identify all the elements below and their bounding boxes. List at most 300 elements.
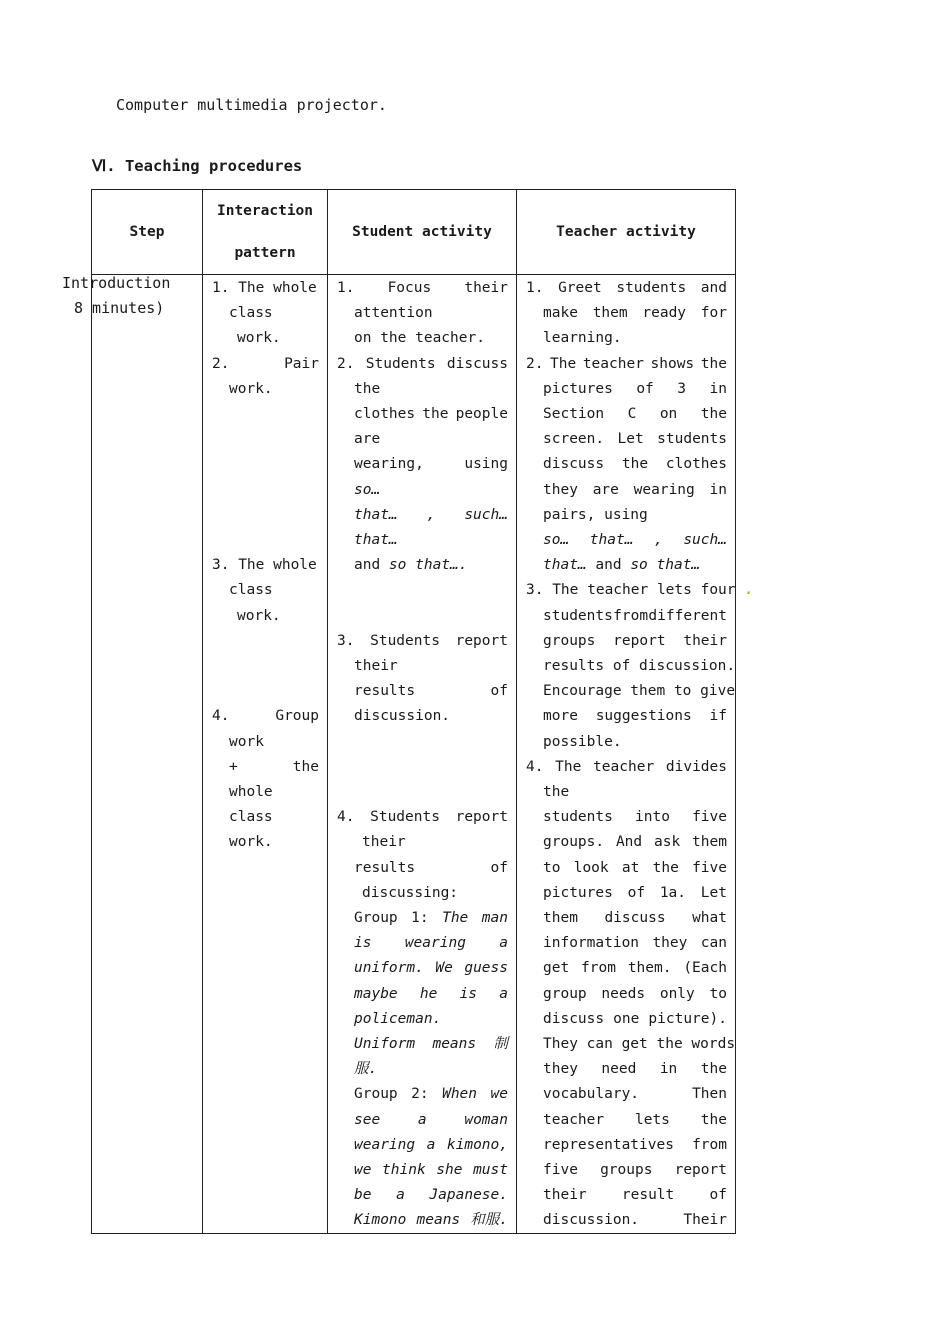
teacher-text: discuss bbox=[543, 1010, 605, 1027]
student-text: a bbox=[426, 1136, 436, 1153]
student-line bbox=[354, 1082, 508, 1107]
teacher-line bbox=[543, 478, 727, 503]
teacher-text: look bbox=[573, 859, 609, 876]
student-text: Kimono bbox=[354, 1212, 407, 1229]
teacher-text: the bbox=[652, 859, 679, 876]
interaction-text: 2. bbox=[212, 355, 230, 372]
teacher-text: students bbox=[543, 809, 613, 826]
teacher-text: one bbox=[613, 1010, 640, 1027]
teacher-text: in bbox=[659, 1061, 678, 1078]
student-text: a bbox=[499, 985, 508, 1002]
teacher-text: information bbox=[543, 935, 640, 952]
teacher-line bbox=[526, 276, 727, 301]
student-line bbox=[354, 1133, 508, 1158]
teacher-text: from bbox=[613, 607, 649, 624]
teacher-text: for bbox=[700, 305, 727, 322]
teacher-line bbox=[543, 1032, 736, 1057]
student-text: wearing bbox=[404, 935, 466, 952]
header-teacher-label: Teacher activity bbox=[556, 224, 696, 240]
interaction-text: work. bbox=[229, 834, 273, 851]
teacher-text: in bbox=[709, 380, 727, 397]
interaction-line bbox=[237, 326, 319, 351]
student-text: think bbox=[382, 1162, 426, 1178]
teacher-text: five bbox=[543, 1162, 578, 1178]
student-text: 和服. bbox=[470, 1212, 508, 1229]
student-text: results bbox=[354, 683, 416, 700]
teacher-text: teacher bbox=[593, 758, 655, 775]
student-text: 制 bbox=[493, 1036, 508, 1052]
teacher-text: Greet bbox=[558, 280, 602, 296]
student-line bbox=[354, 1158, 508, 1183]
teacher-text: divides bbox=[665, 758, 727, 775]
interaction-line bbox=[229, 830, 319, 855]
student-text: report bbox=[455, 632, 508, 649]
interaction-text: 1. The whole bbox=[212, 280, 317, 296]
step-name: Introduction bbox=[62, 274, 171, 292]
teacher-text: and bbox=[700, 280, 727, 296]
interaction-text: whole bbox=[229, 784, 273, 800]
student-text: Focus bbox=[387, 280, 432, 296]
teacher-text: learning. bbox=[543, 330, 622, 347]
student-text: discussing: bbox=[362, 884, 459, 901]
teacher-text: that… bbox=[543, 557, 587, 574]
teacher-text: in bbox=[709, 481, 727, 498]
teacher-text: (Each bbox=[683, 960, 727, 977]
teacher-line bbox=[543, 553, 727, 578]
interaction-line bbox=[212, 276, 319, 301]
student-text: kimono, bbox=[446, 1136, 508, 1153]
teacher-text: different bbox=[648, 607, 727, 624]
teacher-text: the bbox=[543, 784, 570, 800]
teacher-text: groups bbox=[543, 632, 596, 649]
student-text: 1: bbox=[411, 910, 429, 926]
student-line bbox=[354, 402, 508, 427]
teacher-text: 3 bbox=[677, 380, 687, 397]
student-text: on the teacher. bbox=[354, 330, 485, 347]
student-text: we bbox=[490, 1086, 508, 1103]
section-heading: Ⅵ. Teaching procedures bbox=[92, 157, 303, 175]
step-duration: 8 minutes) bbox=[74, 299, 165, 317]
header-interaction-line1: Interaction bbox=[216, 203, 314, 219]
student-text: 4. bbox=[337, 809, 355, 826]
teacher-text: and bbox=[586, 557, 631, 574]
student-text: such… bbox=[464, 506, 508, 523]
interaction-cell bbox=[203, 275, 328, 1234]
teacher-text: if bbox=[709, 708, 727, 725]
student-text: woman bbox=[464, 1111, 508, 1128]
student-line bbox=[337, 629, 508, 654]
student-line bbox=[354, 326, 508, 351]
student-text: guess bbox=[464, 960, 508, 977]
student-text: of bbox=[490, 683, 508, 700]
teacher-text: they bbox=[543, 481, 578, 498]
header-student-label: Student activity bbox=[352, 224, 492, 240]
teacher-text: need bbox=[601, 1061, 637, 1078]
interaction-text: 3. The whole bbox=[212, 557, 317, 574]
student-text: their bbox=[354, 658, 398, 674]
student-line bbox=[354, 856, 508, 881]
student-line bbox=[354, 956, 508, 981]
teacher-text: make bbox=[543, 305, 578, 322]
teacher-line bbox=[543, 503, 727, 528]
teacher-text: get bbox=[543, 960, 570, 977]
student-text: must bbox=[473, 1162, 508, 1178]
teacher-text: so… bbox=[543, 532, 570, 548]
student-text: The bbox=[442, 910, 469, 926]
teacher-text: teacher bbox=[543, 1111, 605, 1128]
teacher-text: they bbox=[652, 935, 688, 952]
student-text: she bbox=[436, 1162, 463, 1178]
teacher-text: students bbox=[616, 280, 687, 296]
student-line bbox=[337, 276, 508, 301]
teacher-text: possible. bbox=[543, 733, 622, 750]
teacher-text: The bbox=[555, 758, 582, 775]
teacher-text: five bbox=[692, 809, 727, 826]
teacher-text: of bbox=[636, 380, 654, 397]
teacher-text: groups. bbox=[543, 834, 605, 851]
teacher-line bbox=[543, 301, 727, 326]
teacher-text: clothes bbox=[665, 456, 727, 473]
student-line bbox=[354, 906, 508, 931]
step-cell bbox=[92, 275, 203, 1234]
teacher-text: groups bbox=[600, 1162, 653, 1178]
teacher-line bbox=[543, 1007, 727, 1032]
teacher-line bbox=[526, 755, 727, 780]
teacher-line bbox=[543, 881, 727, 906]
teacher-line bbox=[526, 352, 727, 377]
table-header-row bbox=[92, 190, 736, 275]
student-text: results bbox=[354, 859, 416, 876]
student-text: is bbox=[459, 985, 478, 1002]
student-text: uniform. bbox=[354, 960, 424, 977]
interaction-text: class bbox=[229, 305, 273, 322]
teacher-line bbox=[543, 1183, 727, 1208]
teacher-line bbox=[543, 528, 727, 553]
student-text: a bbox=[417, 1111, 427, 1128]
procedures-table bbox=[91, 189, 753, 1234]
student-text: Group bbox=[354, 1086, 398, 1103]
student-text: attention bbox=[354, 305, 433, 322]
teacher-text: shows bbox=[650, 355, 695, 372]
student-text: wearing, bbox=[354, 456, 424, 473]
teacher-text: of bbox=[709, 1187, 727, 1204]
student-text: the bbox=[354, 380, 381, 397]
student-line bbox=[354, 478, 508, 503]
student-text: see bbox=[354, 1111, 381, 1128]
teacher-line bbox=[543, 377, 727, 402]
teacher-text: them bbox=[692, 834, 727, 851]
teacher-line bbox=[543, 1082, 727, 1107]
teacher-text: screen. bbox=[543, 431, 605, 448]
header-interaction bbox=[203, 190, 328, 275]
teacher-line bbox=[543, 1133, 727, 1158]
teacher-text: the bbox=[700, 406, 727, 422]
teacher-text: The bbox=[550, 355, 577, 372]
teacher-text: C bbox=[627, 406, 637, 422]
teacher-line bbox=[543, 1057, 727, 1082]
teacher-text: their bbox=[543, 1187, 587, 1204]
student-text: means bbox=[432, 1036, 477, 1052]
interaction-text: class bbox=[229, 582, 273, 599]
teacher-text: them bbox=[592, 305, 628, 322]
teacher-text: Their bbox=[683, 1212, 727, 1229]
teacher-text: results of discussion. bbox=[543, 658, 736, 674]
student-line bbox=[354, 427, 508, 452]
teacher-text: result bbox=[621, 1187, 675, 1204]
interaction-line bbox=[229, 780, 319, 805]
header-step bbox=[92, 190, 203, 275]
interaction-text: Group bbox=[275, 708, 319, 725]
teacher-text: at bbox=[621, 859, 640, 876]
interaction-text: work. bbox=[229, 380, 273, 397]
teacher-line bbox=[543, 654, 736, 679]
teacher-text: from bbox=[581, 960, 616, 977]
teacher-text: that… bbox=[589, 532, 634, 548]
teacher-line bbox=[543, 856, 727, 881]
teacher-text: pictures bbox=[543, 380, 613, 397]
student-line bbox=[362, 830, 508, 855]
student-text: their bbox=[464, 280, 508, 296]
student-text: , bbox=[426, 506, 436, 523]
student-text: 1. bbox=[337, 280, 355, 296]
interaction-line bbox=[229, 755, 319, 780]
interaction-text: work. bbox=[237, 607, 281, 624]
teacher-text: pairs, using bbox=[543, 506, 648, 523]
student-cell bbox=[328, 275, 517, 1234]
teacher-text: 1. bbox=[526, 280, 544, 296]
student-text: clothes bbox=[354, 406, 416, 422]
student-line bbox=[354, 452, 508, 477]
teacher-text: , bbox=[654, 532, 663, 548]
teacher-text: of bbox=[627, 884, 646, 901]
student-line bbox=[354, 503, 508, 528]
student-text: that… bbox=[354, 506, 398, 523]
teacher-line bbox=[543, 326, 727, 351]
header-teacher bbox=[517, 190, 736, 275]
interaction-text: Pair bbox=[284, 355, 319, 372]
student-line bbox=[354, 679, 508, 704]
teacher-line bbox=[543, 604, 727, 629]
teacher-text: They can get the words bbox=[543, 1036, 736, 1052]
student-text: that… bbox=[354, 532, 398, 548]
teacher-cell bbox=[517, 275, 753, 1234]
interaction-line bbox=[229, 805, 319, 830]
teacher-line bbox=[543, 982, 727, 1007]
student-text: we bbox=[354, 1162, 372, 1178]
student-line bbox=[354, 553, 508, 578]
student-line bbox=[354, 931, 508, 956]
student-text: he bbox=[419, 985, 438, 1002]
teacher-text: only bbox=[659, 985, 695, 1002]
teacher-text: into bbox=[635, 809, 670, 826]
student-text: discuss bbox=[446, 355, 508, 372]
teacher-text: 1a. bbox=[659, 884, 687, 901]
student-text: using bbox=[464, 456, 508, 473]
teacher-text: report bbox=[674, 1162, 727, 1178]
teacher-text: the bbox=[621, 456, 649, 473]
student-text: is bbox=[354, 935, 372, 952]
teacher-text: Then bbox=[692, 1086, 727, 1103]
teacher-text: such… bbox=[683, 532, 727, 548]
interaction-text: + bbox=[229, 758, 238, 775]
student-text: Group bbox=[354, 910, 398, 926]
teacher-text: ask bbox=[654, 834, 681, 851]
student-text: policeman. bbox=[354, 1010, 442, 1027]
teacher-line bbox=[543, 1158, 727, 1183]
student-line bbox=[354, 1208, 508, 1233]
teacher-text: are bbox=[592, 481, 619, 498]
student-text: so… bbox=[354, 481, 381, 498]
teacher-text: report bbox=[613, 632, 666, 649]
student-line bbox=[354, 1108, 508, 1133]
interaction-text: class bbox=[229, 809, 273, 826]
interaction-text: work bbox=[229, 733, 264, 750]
teacher-line bbox=[543, 629, 727, 654]
teacher-line bbox=[543, 402, 727, 427]
teacher-text: more bbox=[543, 708, 578, 725]
header-step-label: Step bbox=[129, 224, 165, 240]
teacher-text: wearing bbox=[633, 481, 695, 498]
interaction-line bbox=[212, 352, 319, 377]
interaction-line bbox=[229, 377, 319, 402]
student-text: maybe bbox=[354, 985, 398, 1002]
teacher-text: students bbox=[657, 431, 727, 448]
student-text: Students bbox=[370, 809, 440, 826]
teacher-line bbox=[543, 427, 727, 452]
teacher-text: them. bbox=[627, 960, 672, 977]
teacher-line bbox=[543, 956, 727, 981]
teacher-line bbox=[543, 906, 727, 931]
teacher-text: Encourage them to give bbox=[543, 683, 736, 700]
student-text: are bbox=[354, 431, 381, 448]
student-text: When bbox=[442, 1086, 478, 1103]
student-text: means bbox=[416, 1212, 461, 1229]
teacher-text: so that… bbox=[630, 557, 701, 574]
student-line bbox=[354, 377, 508, 402]
teacher-text: discuss bbox=[543, 456, 605, 473]
student-text: We bbox=[435, 960, 453, 977]
teacher-line bbox=[543, 730, 727, 755]
header-interaction-line2: pattern bbox=[234, 245, 296, 261]
student-text: a bbox=[499, 935, 508, 952]
teacher-line bbox=[543, 1208, 727, 1233]
student-text: the bbox=[422, 406, 449, 422]
student-line bbox=[362, 881, 508, 906]
teacher-text: discuss bbox=[604, 910, 666, 926]
teacher-text: suggestions bbox=[595, 708, 692, 725]
interaction-line bbox=[212, 704, 319, 729]
student-text: and bbox=[354, 557, 389, 574]
teacher-text: Let bbox=[700, 884, 727, 901]
student-text: so that…. bbox=[388, 557, 468, 574]
student-text: report bbox=[455, 809, 508, 826]
teacher-line bbox=[543, 452, 727, 477]
teacher-text: the bbox=[700, 1061, 727, 1078]
teacher-line bbox=[543, 679, 736, 704]
teacher-text: discussion. bbox=[543, 1212, 640, 1229]
teacher-line bbox=[543, 931, 727, 956]
teacher-line bbox=[543, 704, 727, 729]
marker-dot: . bbox=[735, 582, 753, 599]
teacher-text: the bbox=[700, 355, 727, 372]
student-line bbox=[354, 301, 508, 326]
interaction-line bbox=[212, 553, 319, 578]
interaction-line bbox=[237, 604, 319, 629]
student-text: Uniform bbox=[354, 1036, 416, 1052]
interaction-text: 4. bbox=[212, 708, 230, 725]
student-line bbox=[337, 805, 508, 830]
interaction-line bbox=[229, 301, 319, 326]
student-text: a bbox=[396, 1187, 405, 1204]
teacher-text: students bbox=[543, 607, 613, 624]
student-text: be bbox=[354, 1187, 372, 1204]
student-text: their bbox=[362, 834, 406, 851]
student-text: Japanese. bbox=[429, 1187, 508, 1204]
student-text: people bbox=[455, 406, 508, 422]
student-text: 2: bbox=[411, 1086, 429, 1103]
teacher-line bbox=[543, 1108, 727, 1133]
teacher-text: to bbox=[709, 985, 727, 1002]
teacher-text: vocabulary. bbox=[543, 1086, 640, 1103]
teacher-text: to bbox=[543, 859, 561, 876]
student-line bbox=[354, 654, 508, 679]
student-text: Students bbox=[370, 632, 440, 649]
teacher-text: needs bbox=[601, 985, 646, 1002]
teacher-text: they bbox=[543, 1061, 578, 1078]
teacher-text: Section bbox=[543, 406, 605, 422]
teacher-text: pictures bbox=[543, 884, 613, 901]
teacher-line bbox=[543, 780, 727, 805]
student-line bbox=[354, 1032, 508, 1057]
equipment-text: Computer multimedia projector. bbox=[116, 96, 387, 114]
student-line bbox=[354, 704, 508, 729]
teacher-text: on bbox=[659, 406, 678, 422]
student-text: 服. bbox=[354, 1061, 378, 1078]
student-text: of bbox=[490, 859, 508, 876]
teacher-line bbox=[526, 578, 753, 603]
teacher-text: 4. bbox=[526, 758, 544, 775]
interaction-text: the bbox=[292, 758, 319, 775]
student-text: 2. bbox=[337, 355, 355, 372]
teacher-text: picture). bbox=[648, 1010, 727, 1027]
teacher-line bbox=[543, 830, 727, 855]
teacher-text: representatives bbox=[543, 1136, 674, 1153]
student-text: wearing bbox=[354, 1136, 416, 1153]
interaction-text: work. bbox=[237, 330, 281, 347]
student-line bbox=[337, 352, 508, 377]
teacher-text: And bbox=[615, 834, 643, 851]
teacher-text: teacher bbox=[582, 355, 644, 372]
teacher-text: ready bbox=[642, 305, 687, 322]
teacher-text: five bbox=[692, 859, 727, 876]
student-text: discussion. bbox=[354, 708, 451, 725]
student-text: man bbox=[481, 910, 508, 926]
header-student bbox=[328, 190, 517, 275]
teacher-text: the bbox=[700, 1111, 727, 1128]
student-line bbox=[354, 982, 508, 1007]
teacher-text: their bbox=[683, 632, 727, 649]
student-line bbox=[354, 1057, 508, 1082]
teacher-text: from bbox=[692, 1136, 727, 1153]
teacher-text: can bbox=[700, 935, 727, 952]
teacher-text: group bbox=[543, 985, 587, 1002]
teacher-text: them bbox=[543, 910, 578, 926]
teacher-text: what bbox=[692, 910, 727, 926]
student-text: 3. bbox=[337, 632, 355, 649]
teacher-text: 3. The teacher lets four bbox=[526, 582, 736, 599]
student-line bbox=[354, 1007, 508, 1032]
teacher-text: 2. bbox=[526, 355, 544, 372]
